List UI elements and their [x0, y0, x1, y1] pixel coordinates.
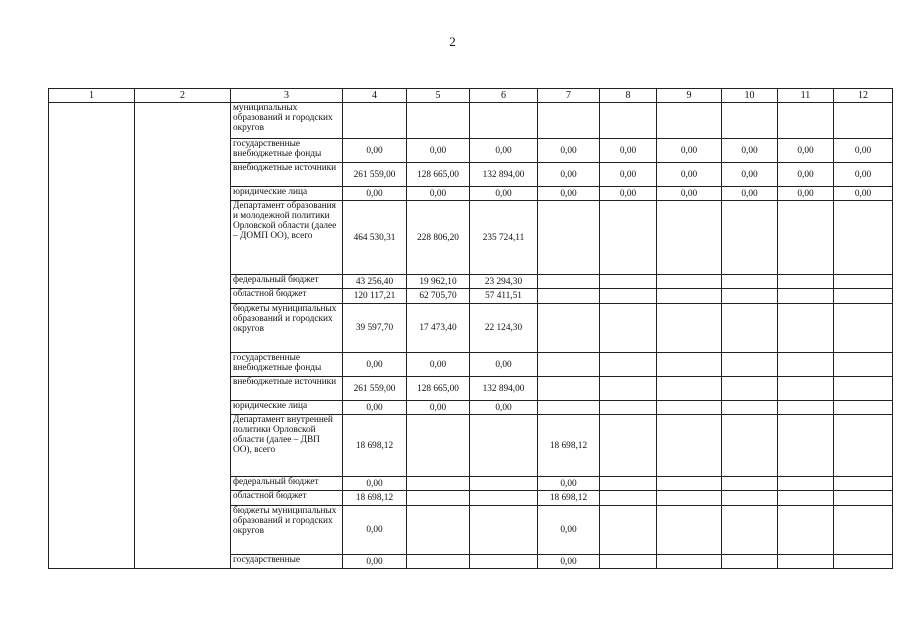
value-cell: 0,00 [407, 353, 470, 377]
value-cell [470, 491, 538, 506]
row-label: бюджеты муниципальных образований и городских округов [231, 304, 343, 353]
value-cell [407, 477, 470, 491]
value-cell [538, 377, 600, 401]
value-cell: 0,00 [538, 139, 600, 163]
value-cell [722, 304, 778, 353]
value-cell: 464 530,31 [343, 201, 407, 275]
value-cell: 0,00 [538, 555, 600, 569]
value-cell [538, 353, 600, 377]
value-cell [834, 477, 893, 491]
value-cell [600, 555, 657, 569]
value-cell: 0,00 [538, 187, 600, 201]
value-cell [722, 103, 778, 139]
value-cell [600, 491, 657, 506]
value-cell: 0,00 [600, 139, 657, 163]
value-cell: 0,00 [657, 163, 722, 187]
value-cell [657, 103, 722, 139]
value-cell [600, 289, 657, 304]
value-cell [834, 415, 893, 477]
value-cell: 23 294,30 [470, 275, 538, 289]
value-cell [834, 289, 893, 304]
value-cell [600, 304, 657, 353]
value-cell: 18 698,12 [538, 491, 600, 506]
value-cell [538, 103, 600, 139]
value-cell: 120 117,21 [343, 289, 407, 304]
row-label: Департамент образования и молодежной политики Орловской области (далее – ДОМП ОО), всего [231, 201, 343, 275]
value-cell [470, 555, 538, 569]
value-cell [834, 506, 893, 555]
value-cell [600, 377, 657, 401]
value-cell [470, 506, 538, 555]
value-cell: 132 894,00 [470, 163, 538, 187]
value-cell: 39 597,70 [343, 304, 407, 353]
row-label: федеральный бюджет [231, 275, 343, 289]
col2-cell [135, 103, 231, 569]
value-cell [657, 377, 722, 401]
value-cell: 261 559,00 [343, 163, 407, 187]
value-cell: 18 698,12 [343, 491, 407, 506]
value-cell: 43 256,40 [343, 275, 407, 289]
value-cell [407, 415, 470, 477]
value-cell: 0,00 [407, 139, 470, 163]
value-cell [834, 103, 893, 139]
value-cell: 0,00 [657, 187, 722, 201]
value-cell [600, 506, 657, 555]
row-label: государственные внебюджетные фонды [231, 353, 343, 377]
value-cell [778, 415, 834, 477]
value-cell [657, 415, 722, 477]
value-cell [600, 477, 657, 491]
col-header: 1 [49, 89, 135, 103]
row-label: юридические лица [231, 401, 343, 415]
row-label: областной бюджет [231, 491, 343, 506]
row-label: юридические лица [231, 187, 343, 201]
value-cell [722, 377, 778, 401]
value-cell: 0,00 [343, 401, 407, 415]
value-cell [834, 401, 893, 415]
value-cell: 57 411,51 [470, 289, 538, 304]
value-cell [470, 415, 538, 477]
row-label: внебюджетные источники [231, 377, 343, 401]
budget-table [48, 88, 893, 569]
value-cell [722, 491, 778, 506]
value-cell [657, 477, 722, 491]
value-cell: 0,00 [407, 401, 470, 415]
row-label: государственные внебюджетные фонды [231, 139, 343, 163]
value-cell [778, 477, 834, 491]
value-cell: 0,00 [538, 477, 600, 491]
col-header: 6 [470, 89, 538, 103]
value-cell [538, 289, 600, 304]
value-cell: 0,00 [722, 139, 778, 163]
value-cell [722, 401, 778, 415]
value-cell: 0,00 [470, 353, 538, 377]
value-cell [778, 103, 834, 139]
row-label: государственные [231, 555, 343, 569]
col-header: 9 [657, 89, 722, 103]
value-cell [407, 491, 470, 506]
value-cell: 261 559,00 [343, 377, 407, 401]
value-cell [722, 555, 778, 569]
row-label: областной бюджет [231, 289, 343, 304]
value-cell [657, 289, 722, 304]
value-cell [657, 401, 722, 415]
value-cell: 0,00 [470, 139, 538, 163]
value-cell: 19 962,10 [407, 275, 470, 289]
value-cell: 0,00 [778, 163, 834, 187]
value-cell: 0,00 [343, 555, 407, 569]
value-cell: 0,00 [538, 163, 600, 187]
row-label: Департамент внутренней политики Орловской области (далее – ДВП ОО), всего [231, 415, 343, 477]
value-cell [834, 555, 893, 569]
value-cell [834, 353, 893, 377]
value-cell: 0,00 [778, 139, 834, 163]
value-cell [834, 275, 893, 289]
value-cell: 0,00 [722, 163, 778, 187]
value-cell [470, 103, 538, 139]
value-cell: 22 124,30 [470, 304, 538, 353]
value-cell [778, 555, 834, 569]
col-header: 4 [343, 89, 407, 103]
value-cell [834, 201, 893, 275]
value-cell: 0,00 [470, 401, 538, 415]
row-label: внебюджетные источники [231, 163, 343, 187]
value-cell [407, 103, 470, 139]
header-row [49, 89, 893, 103]
value-cell: 128 665,00 [407, 163, 470, 187]
value-cell [722, 353, 778, 377]
value-cell [657, 275, 722, 289]
row-label: муниципальных образований и городских округов [231, 103, 343, 139]
table-row [49, 103, 893, 139]
value-cell [778, 491, 834, 506]
col-header: 3 [231, 89, 343, 103]
value-cell [538, 201, 600, 275]
value-cell [778, 201, 834, 275]
value-cell: 0,00 [834, 163, 893, 187]
value-cell: 0,00 [778, 187, 834, 201]
col-header: 2 [135, 89, 231, 103]
value-cell: 132 894,00 [470, 377, 538, 401]
value-cell: 128 665,00 [407, 377, 470, 401]
value-cell: 0,00 [343, 477, 407, 491]
value-cell [407, 555, 470, 569]
value-cell [722, 275, 778, 289]
value-cell [778, 275, 834, 289]
value-cell: 235 724,11 [470, 201, 538, 275]
value-cell: 18 698,12 [343, 415, 407, 477]
col-header: 5 [407, 89, 470, 103]
value-cell: 0,00 [834, 187, 893, 201]
value-cell [538, 275, 600, 289]
page-number: 2 [449, 34, 456, 49]
value-cell [722, 415, 778, 477]
value-cell: 0,00 [343, 506, 407, 555]
value-cell [657, 555, 722, 569]
value-cell [834, 304, 893, 353]
value-cell [407, 506, 470, 555]
col-header: 12 [834, 89, 893, 103]
value-cell: 228 806,20 [407, 201, 470, 275]
value-cell [722, 201, 778, 275]
value-cell [657, 201, 722, 275]
value-cell [834, 491, 893, 506]
value-cell: 0,00 [722, 187, 778, 201]
value-cell: 17 473,40 [407, 304, 470, 353]
value-cell [834, 377, 893, 401]
value-cell [778, 304, 834, 353]
value-cell: 0,00 [600, 163, 657, 187]
row-label: федеральный бюджет [231, 477, 343, 491]
col-header: 8 [600, 89, 657, 103]
value-cell: 0,00 [407, 187, 470, 201]
value-cell [600, 415, 657, 477]
col-header: 11 [778, 89, 834, 103]
value-cell: 0,00 [343, 187, 407, 201]
value-cell [657, 506, 722, 555]
value-cell [538, 304, 600, 353]
value-cell [778, 353, 834, 377]
value-cell: 0,00 [470, 187, 538, 201]
value-cell: 0,00 [343, 353, 407, 377]
value-cell [722, 477, 778, 491]
col1-cell [49, 103, 135, 569]
value-cell: 0,00 [600, 187, 657, 201]
value-cell [722, 506, 778, 555]
value-cell [600, 201, 657, 275]
value-cell: 0,00 [343, 139, 407, 163]
value-cell [600, 401, 657, 415]
value-cell [470, 477, 538, 491]
col-header: 7 [538, 89, 600, 103]
value-cell [600, 353, 657, 377]
value-cell [657, 491, 722, 506]
value-cell: 0,00 [538, 506, 600, 555]
value-cell [343, 103, 407, 139]
value-cell [600, 103, 657, 139]
row-label: бюджеты муниципальных образований и городских округов [231, 506, 343, 555]
value-cell: 18 698,12 [538, 415, 600, 477]
value-cell: 0,00 [834, 139, 893, 163]
value-cell: 0,00 [657, 139, 722, 163]
value-cell [722, 289, 778, 304]
value-cell [600, 275, 657, 289]
value-cell [778, 289, 834, 304]
col-header: 10 [722, 89, 778, 103]
value-cell [778, 401, 834, 415]
value-cell: 62 705,70 [407, 289, 470, 304]
value-cell [538, 401, 600, 415]
value-cell [778, 506, 834, 555]
value-cell [778, 377, 834, 401]
value-cell [657, 304, 722, 353]
value-cell [657, 353, 722, 377]
